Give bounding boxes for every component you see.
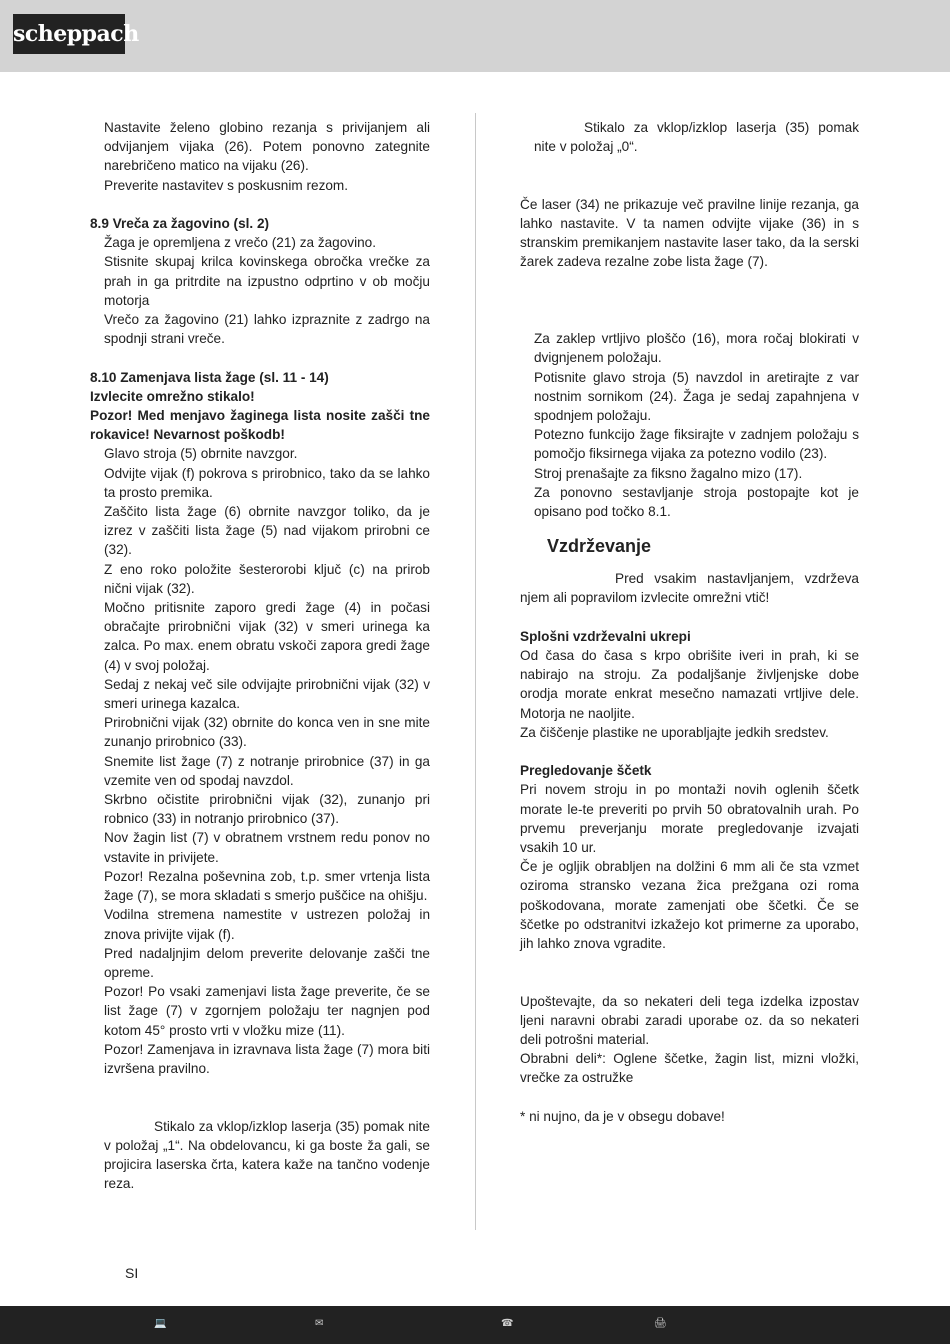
paragraph: Pred vsakim nastavljanjem, vzdrževa njem ali popravilom izvlecite omrežni vtič! — [520, 571, 859, 606]
computer-icon: 💻 — [154, 1318, 167, 1329]
phone-icon: ☎ — [501, 1318, 514, 1329]
spacer — [520, 953, 859, 972]
paragraph: Če je ogljik obrabljen na dolžini 6 mm ali če sta vzmet oziroma stransko vezana žica prežgana ozi roma poškodovana, morate zamenjati obe ščetki. Če se ščetke po odstranitvi izkažejo kot primerne za uporabo, jih lahko znova vgradite. — [520, 859, 859, 952]
paragraph: Pozor! Po vsaki zamenjavi lista žage preverite, če se list žage (7) v zgornjem položaju ter nagnjen pod kotom 45° prosto vrti v vložku mize (11). — [104, 984, 430, 1038]
paragraph: Stisnite skupaj krilca kovinskega obročka vrečke za prah in ga pritrdite na izpustno odprtino v ob močju motorja — [104, 254, 430, 308]
spacer — [90, 1078, 430, 1097]
paragraph: Zaščito lista žage (6) obrnite navzgor toliko, da je izrez v zaščiti lista žage (5) nad vijakom prirobni ce (32). — [104, 504, 430, 558]
paragraph: Snemite list žage (7) z notranje prirobnice (37) in ga vzemite ven od spodaj navzdol. — [104, 753, 430, 788]
paragraph: Potisnite glavo stroja (5) navzdol in aretirajte z var nostnim sornikom (24). Žaga je sedaj zapahnjena v spodnjem položaju. — [534, 369, 859, 423]
spacer — [90, 1097, 430, 1116]
paragraph: Za čiščenje plastike ne uporabljajte jedkih sredstev. — [520, 724, 829, 740]
footer-bar — [0, 1306, 950, 1344]
spacer — [90, 195, 430, 214]
spacer — [520, 608, 859, 627]
paragraph: Za ponovno sestavljanje stroja postopajte kot je opisano pod točko 8.1. — [534, 484, 859, 519]
section-title: Izvlecite omrežno stikalo! — [90, 388, 255, 404]
paragraph: Pozor! Rezalna poševnina zob, t.p. smer vrtenja lista žage (7), se mora skladati s smerjo puščice na ohišju. — [104, 868, 430, 904]
spacer — [90, 348, 430, 367]
paragraph: Če laser (34) ne prikazuje več pravilne linije rezanja, ga lahko nastavite. V ta namen odvijte vijake (36) in s stranskim premikanjem nastavite laser tako, da la serski žarek zadeva rezalne zobe lista žage (7). — [520, 196, 859, 270]
paragraph: Stroj prenašajte za fiksno žagalno mizo (17). — [534, 465, 803, 481]
section-heading: Vzdrževanje — [547, 536, 652, 557]
paragraph: Za zaklep vrtljivo ploščo (16), mora ročaj blokirati v dvignjenem položaju. — [534, 331, 859, 366]
spacer — [520, 1088, 859, 1107]
spacer — [520, 310, 859, 329]
paragraph: Potezno funkcijo žage fiksirajte v zadnjem položaju s pomočjo fiksirnega vijaka za potezno vodilo (23). — [534, 427, 859, 462]
spacer — [520, 742, 859, 761]
spacer — [520, 272, 859, 291]
paragraph: Močno pritisnite zaporo gredi žage (4) in počasi obračajte prirobnični vijak (32) v smeri urinega ka zalca. Po max. enem obratu vskoči zapora gredi žage (4) v svoj položaj. — [104, 600, 430, 673]
paragraph: Pred nadaljnjim delom preverite delovanje zašči tne opreme. — [104, 945, 430, 980]
section-title: Splošni vzdrževalni ukrepi — [520, 628, 691, 644]
paragraph: Skrbno očistite prirobnični vijak (32), zunanjo pri robnico (33) in notranjo prirobnico (37). — [104, 792, 430, 827]
paragraph: Žaga je opremljena z vrečo (21) za žagovino. — [104, 235, 377, 251]
paragraph: Glavo stroja (5) obrnite navzgor. — [104, 446, 298, 462]
paragraph: Stikalo za vklop/izklop laserja (35) pomak nite v položaj „1“. Na obdelovancu, ki ga boste ža gali, se projicira laserska črta, katera kaže na tančno vodenje reza. — [104, 1118, 430, 1192]
brand-logo: scheppach — [13, 14, 125, 54]
paragraph: Pri novem stroju in po montaži novih oglenih ščetk morate le-te preveriti po prvih 50 obratovalnih urah. Po prvemu preverjanju morate pregledovanje izvajati vsakih 10 ur. — [520, 782, 859, 855]
paragraph: Sedaj z nekaj več sile odvijajte prirobnični vijak (32) v smeri urinega kazalca. — [104, 676, 430, 712]
left-column — [90, 118, 430, 1193]
right-column — [520, 118, 859, 1126]
paragraph: Upoštevajte, da so nekateri deli tega izdelka izpostav ljeni naravni obrabi zaradi uporabe oz. da so nekateri deli potrošni material. — [520, 993, 859, 1047]
paragraph: Vodilna stremena namestite v ustrezen položaj in znova privijte vijak (f). — [104, 907, 430, 942]
header-bar — [0, 0, 950, 72]
paragraph: Prirobnični vijak (32) obrnite do konca ven in sne mite zunanjo prirobnico (33). — [104, 715, 430, 750]
paragraph: Obrabni deli*: Oglene ščetke, žagin list, mizni vložki, vrečke za ostružke — [520, 1051, 859, 1086]
paragraph: Nastavite želeno globino rezanja s privijanjem ali odvijanjem vijaka (26). Potem ponovno zategnite narebričeno matico na vijaku (26). — [104, 120, 430, 174]
paragraph: Nov žagin list (7) v obratnem vrstnem redu ponov no vstavite in privijete. — [104, 830, 430, 865]
fax-icon: 🖨 — [654, 1318, 667, 1329]
paragraph: Pozor! Zamenjava in izravnava lista žage (7) mora biti izvršena pravilno. — [104, 1041, 430, 1076]
paragraph: Z eno roko položite šesterorobi ključ (c) na prirob nični vijak (32). — [104, 561, 430, 596]
spacer — [520, 291, 859, 310]
paragraph: Preverite nastavitev s poskusnim rezom. — [104, 177, 349, 193]
paragraph: Od časa do časa s krpo obrišite iveri in prah, ki se nabirajo na stroju. Za podaljšanje življenjske dobe orodja morate enkrat mesečno namazati vrtljive dele. Motorja ne naoljite. — [520, 647, 859, 721]
paragraph: Stikalo za vklop/izklop laserja (35) pomak nite v položaj „0“. — [534, 120, 859, 155]
spacer — [520, 156, 859, 175]
section-title: 8.9 Vreča za žagovino (sl. 2) — [90, 216, 270, 231]
section-title: Pozor! Med menjavo žaginega lista nosite zašči tne rokavice! Nevarnost poškodb! — [90, 408, 430, 443]
spacer — [520, 176, 859, 195]
email-icon: ✉ — [315, 1318, 324, 1329]
language-code: SI — [125, 1265, 139, 1281]
section-title: 8.10 Zamenjava lista žage (sl. 11 - 14) — [90, 369, 329, 385]
paragraph: * ni nujno, da je v obsegu dobave! — [520, 1108, 725, 1124]
paragraph: Vrečo za žagovino (21) lahko izpraznite z zadrgo na spodnji strani vreče. — [104, 312, 430, 347]
column-divider — [475, 113, 476, 1230]
spacer — [520, 972, 859, 991]
section-title: Pregledovanje ščetk — [520, 763, 652, 779]
paragraph: Odvijte vijak (f) pokrova s prirobnico, tako da se lahko ta prosto premika. — [104, 465, 430, 500]
